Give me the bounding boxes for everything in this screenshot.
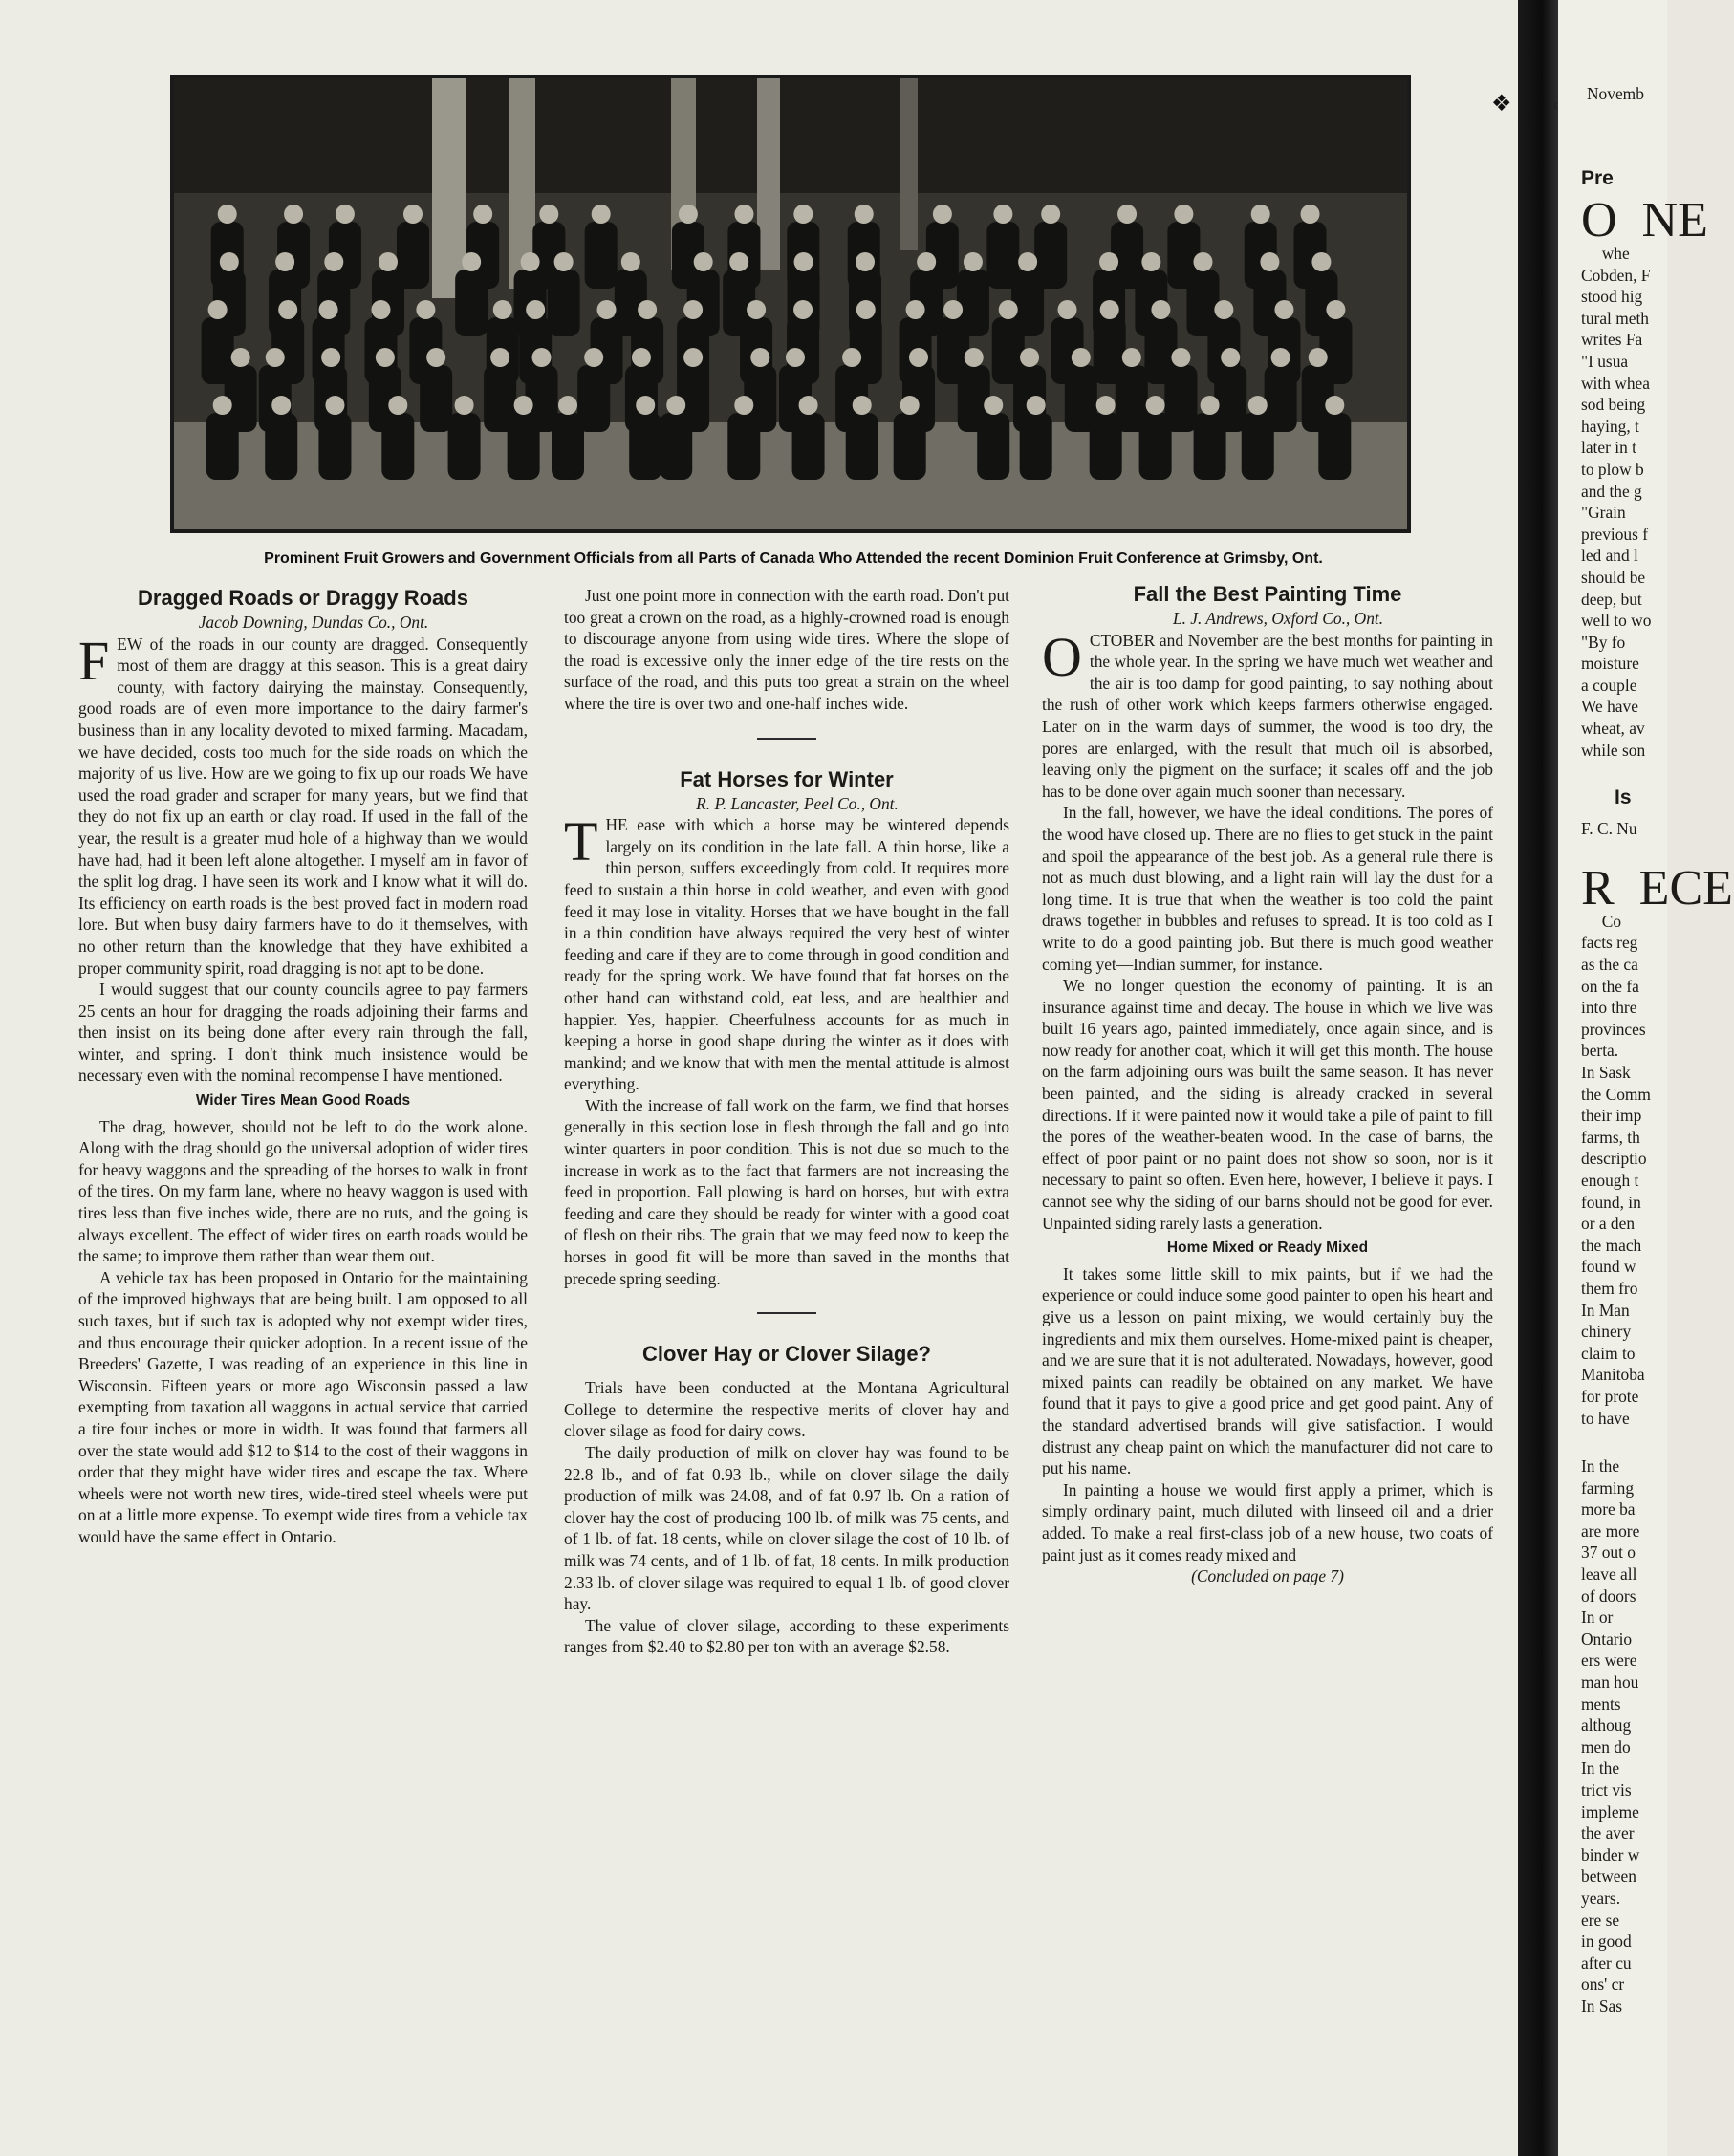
article-paragraph: It takes some little skill to mix paints, but if we had the experience or could induce some good painter to open his heart and give us a lesson on paint mixing, we would certainly buy the ingredients and mix them ourselves. Home-mixed paint is cheaper, and we are sure that it is not adulterated. Nowadays, however, good mixed paints can readily be obtained on any market. We have found that it pays to give a good price and get good paint. Any of the standard advertised brands will give satisfaction. I would distrust any cheap paint on which the manufacturer did not care to put his name. [1042, 1263, 1493, 1478]
photo-figure [727, 413, 760, 480]
photo-figure [420, 365, 452, 432]
photo-face [271, 396, 291, 415]
photo-face [964, 252, 983, 271]
right-page-line: the mach [1581, 1235, 1642, 1255]
photo-face [521, 252, 540, 271]
photo-face [1058, 300, 1077, 319]
right-page-line: later in t [1581, 438, 1636, 458]
article-title-painting: Fall the Best Painting Time [1133, 582, 1402, 606]
photo-face [729, 252, 748, 271]
photo-face [856, 300, 876, 319]
photo-face [1141, 252, 1160, 271]
photo-figure [585, 222, 618, 289]
right-page-line: claim to [1581, 1343, 1636, 1363]
photo-face [321, 348, 340, 367]
photo-face [842, 348, 861, 367]
article-paragraph: I would suggest that our county councils agree to pay farmers 25 cents an hour for dragging the roads adjoining their farms and then insist on its being done after every rain through the fall, winter, and spring. I don't think much insistence would be necessary even with the nominal recompense I have mentioned. [78, 980, 528, 1086]
right-page-line: "I usua [1581, 351, 1629, 371]
photo-face [799, 396, 818, 415]
article-byline-painting: L. J. Andrews, Oxford Co., Ont. [1172, 609, 1384, 628]
right-page-line: farming [1581, 1477, 1635, 1498]
photo-face [1311, 252, 1331, 271]
right-page-line: with whea [1581, 373, 1650, 393]
photo-face [325, 396, 344, 415]
photo-figure [1194, 413, 1226, 480]
subhead-wider-tires: Wider Tires Mean Good Roads [195, 1092, 411, 1110]
right-page-line: their imp [1581, 1106, 1642, 1126]
right-page-line: facts reg [1581, 933, 1638, 953]
article-paragraph: Just one point more in connection with the earth road. Don't put too great a crown on the road, as a highly-crowned road is enough to discourage anyone from using wide tires. Where the slope of the road is excessive only the inner edge of the tire rests on the surface of the road, and this puts too great a strain on the wheel where the tire is over two and one-half inches wide. [564, 586, 1009, 713]
photo-face [1174, 205, 1193, 224]
photo-face [666, 396, 685, 415]
right-page-line: or a den [1581, 1214, 1636, 1234]
group-photo-image [174, 78, 1407, 529]
photo-figure [1090, 413, 1122, 480]
right-page-line: after cu [1581, 1952, 1632, 1973]
photo-figure [265, 413, 297, 480]
photo-figure [508, 413, 540, 480]
photo-face [793, 205, 813, 224]
column-3 [1042, 581, 1493, 1587]
right-page-line: R ECE [1581, 860, 1733, 916]
drop-cap: O [1042, 625, 1082, 688]
photo-face [943, 300, 963, 319]
photo-face [403, 205, 423, 224]
photo-face [999, 300, 1018, 319]
photo-face [539, 205, 558, 224]
photo-face [1221, 348, 1240, 367]
right-page-line: We have [1581, 697, 1638, 717]
right-page-line: years. [1581, 1887, 1621, 1908]
right-page-line: more ba [1581, 1499, 1636, 1520]
right-page-line: impleme [1581, 1801, 1639, 1822]
continuation-note: (Concluded on page 7) [1191, 1566, 1344, 1586]
photo-face [493, 300, 512, 319]
drop-cap: F [78, 629, 110, 692]
right-page-line: wheat, av [1581, 719, 1645, 739]
photo-figure [552, 413, 584, 480]
article-paragraph: FEW of the roads in our county are dragged. Consequently most of them are draggy at this season. This is a great dairy county, with factory dairying the mainstay. Consequently, good roads are of even more importance to the dairy farmer's business than in any locality devoted to mixed farming. Macadam, we have decided, costs too much for the side roads on which the majority of us live. How are we going to fix up our roads We have used the road grader and scraper for many years, but we find that they do not fix up an earth or clay road. If used in the fall of the year, the result is a greater mud hole of a highway than we would have had, had it been left alone altogether. I myself am in favor of the split log drag. I have seen its work and I know what it will do. Its efficiency on earth roads is the best proved fact in modern road lore. But when busy dairy farmers have to do it themselves, with no other return than the knowledge that they have exhibited a proper community spirit, road dragging is not apt to be done. [78, 629, 528, 978]
photo-face [1260, 252, 1279, 271]
article-paragraph: The drag, however, should not be left to do the work alone. Along with the drag should go the universal adoption of wider tires for heavy waggons and the spreading of the horses to walk in front of the tires. On my farm lane, where no heavy waggon is used with tires less than five inches wide, there are no ruts, and the going is always excellent. The effect of wider tires on earth roads would be the same; to improve them rather than wear them out. [78, 1116, 528, 1266]
photo-face [266, 348, 285, 367]
photo-caption: Prominent Fruit Growers and Government Officials from all Parts of Canada Who Attended the recent Dominion Fruit Conference at Grimsby, Ont. [264, 550, 1323, 567]
photo-face [1248, 396, 1268, 415]
right-page-line: and the g [1581, 481, 1642, 501]
photo-face [275, 252, 294, 271]
right-page-line: whe [1581, 244, 1630, 263]
article-title-clover: Clover Hay or Clover Silage? [642, 1342, 931, 1367]
photo-face [319, 300, 338, 319]
right-page-line: Pre [1581, 167, 1614, 189]
photo-figure [846, 413, 878, 480]
article-byline-fat-horses: R. P. Lancaster, Peel Co., Ont. [696, 793, 899, 813]
right-page-line: berta. [1581, 1041, 1619, 1061]
article-paragraph: The daily production of milk on clover hay was found to be 22.8 lb., and of fat 0.93 lb., while on clover silage the daily production of milk was 24.08, and of fat 0.97 lb. On a ration of clover hay the cost of producing 100 lb. of milk was 75 cents, and of 1 lb. of fat. 18 cents, while on clover silage the cost of 10 lb. of milk was 74 cents, and of 1 lb. of fat, 18 cents. In milk production 2.33 lb. of clover silage was required to equal 1 lb. of good clover hay. [564, 1443, 1009, 1614]
photo-face [683, 348, 703, 367]
photo-face [1100, 300, 1119, 319]
photo-figure [448, 413, 481, 480]
photo-figure [629, 413, 661, 480]
photo-face [379, 252, 398, 271]
right-page-line: "By fo [1581, 632, 1626, 652]
photo-figure [206, 413, 239, 480]
photo-face [917, 252, 936, 271]
right-page-line: Ontario [1581, 1628, 1633, 1649]
subhead-home-mixed: Home Mixed or Ready Mixed [1166, 1240, 1369, 1257]
right-page-line: stood hig [1581, 287, 1643, 307]
right-page-line: led and l [1581, 546, 1638, 566]
photo-face [514, 396, 533, 415]
photo-face [231, 348, 250, 367]
article-byline-dragged-roads: Jacob Downing, Dundas Co., Ont. [198, 613, 429, 632]
photo-face [794, 252, 813, 271]
right-page-line: Co [1581, 911, 1622, 931]
photo-face [218, 205, 237, 224]
right-page-line: provinces [1581, 1019, 1646, 1039]
right-page-line: for prote [1581, 1386, 1639, 1406]
photo-face [558, 396, 577, 415]
right-page-line: In Sas [1581, 1995, 1622, 2016]
right-page-line: between [1581, 1866, 1636, 1886]
photo-face [584, 348, 603, 367]
right-page-line: the Comm [1581, 1084, 1651, 1104]
right-page-line: sod being [1581, 395, 1646, 415]
book-gutter [1518, 0, 1558, 2156]
right-page-line: descriptio [1581, 1149, 1647, 1169]
photo-face [750, 348, 769, 367]
photo-face [632, 348, 651, 367]
photo-face [1027, 396, 1046, 415]
right-page-line: into thre [1581, 998, 1637, 1018]
right-page-line: well to wo [1581, 611, 1652, 631]
article-title-fat-horses: Fat Horses for Winter [680, 766, 894, 791]
photo-face [683, 300, 703, 319]
right-page-line: while son [1581, 740, 1646, 760]
right-page-line: ers were [1581, 1650, 1637, 1671]
photo-face [473, 205, 492, 224]
photo-face [490, 348, 509, 367]
photo-face [1117, 205, 1137, 224]
right-page-line: tural meth [1581, 308, 1649, 328]
photo-figure [660, 413, 692, 480]
right-page-line: found w [1581, 1257, 1636, 1277]
right-page-line [1581, 761, 1734, 787]
photo-face [1326, 300, 1345, 319]
photo-face [636, 396, 655, 415]
photo-face [278, 300, 297, 319]
photo-face [1072, 348, 1091, 367]
photo-face [679, 205, 698, 224]
photo-figure [792, 413, 825, 480]
right-page-line: chinery [1581, 1322, 1632, 1342]
right-page-line: to plow b [1581, 459, 1644, 479]
photo-face [1251, 205, 1270, 224]
photo-face [1325, 396, 1344, 415]
right-page-line: ons' cr [1581, 1974, 1625, 1994]
scissors-mark-icon: ❖ [1491, 92, 1512, 117]
photo-face [855, 205, 874, 224]
photo-face [909, 348, 928, 367]
right-page-line: leave all [1581, 1564, 1637, 1585]
photo-face [1171, 348, 1190, 367]
photo-face [993, 205, 1012, 224]
right-page-line: Is [1581, 787, 1632, 809]
photo-face [336, 205, 355, 224]
photo-face [372, 300, 391, 319]
photo-face [220, 252, 239, 271]
photo-face [1096, 396, 1116, 415]
right-page-line: F. C. Nu [1581, 819, 1637, 839]
photo-figure [977, 413, 1009, 480]
photo-face [856, 252, 875, 271]
right-page-line: In Man [1581, 1300, 1630, 1320]
right-page [1558, 0, 1733, 2156]
right-page-line: writes Fa [1581, 330, 1643, 350]
right-page-line: in good [1581, 1931, 1632, 1951]
article-paragraph: With the increase of fall work on the farm, we find that horses generally in this section lose in flesh through the fall and go into winter quarters in poor condition. This is not due so much to the increase in work as to the fact that farmers are not increasing the feed in proportion. Fall plowing is hard on horses, but with extra feeding and care they should be ready for winter with a good coat of flesh on their ribs. The grain that we may feed now to keep the horses in good fit will be more than saved in the months that precede spring seeding. [564, 1095, 1009, 1288]
photo-figure [1139, 413, 1172, 480]
right-page-line: should be [1581, 567, 1646, 587]
arrow-mark-icon: ‹ [1552, 92, 1560, 116]
photo-face [376, 348, 395, 367]
photo-face [933, 205, 952, 224]
photo-face [984, 396, 1003, 415]
right-page-line: "Grain [1581, 503, 1626, 523]
photo-figure [1242, 413, 1274, 480]
photo-face [900, 396, 920, 415]
photo-face [1151, 300, 1170, 319]
photo-face [747, 300, 766, 319]
right-page-line: previous f [1581, 524, 1649, 544]
column-2 [564, 585, 1009, 1658]
right-page-line: althoug [1581, 1715, 1632, 1736]
photo-face [1201, 396, 1220, 415]
right-page-line: In the [1581, 1456, 1620, 1477]
article-paragraph: In the fall, however, we have the ideal conditions. The pores of the wood have closed up. There are no flies to get stuck in the paint and spoil the appearance of the best job. As a general rule there is not as much dust blowing, and a light rain will lay the dust for a long time. It is true that when the weather is too cold the paint draws together in bubbles and refuses to spread. It is too cold as I write to do a good painting job. But there is much good weather coming yet—Indian summer, for instance. [1042, 803, 1493, 974]
article-paragraph: We no longer question the economy of painting. It is an insurance against time and decay. The house in which we live was built 16 years ago, painted immediately, once again since, and is now ready for another coat, which it will get this month. The house on the farm adjoining ours was built the same season. It has never been painted, and the siding is already cracked in several directions. If it were painted now it would take a pile of paint to fill the pores of the weather-beaten wood. In the case of barns, the effect of poor paint or no paint does not show so soon, nor is it necessary to paint so often. Even here, however, I believe it pays. I cannot see why the siding of our barns should not be good for ever. Unpainted siding rarely lasts a generation. [1042, 976, 1493, 1233]
right-page-line: farms, th [1581, 1127, 1640, 1147]
photo-face [1214, 300, 1233, 319]
right-page-line: of doors [1581, 1585, 1636, 1606]
article-paragraph: OCTOBER and November are the best months for painting in the whole year. In the spring we have much wet weather and the air is too damp for good painting, to say nothing about the rush of other work which keeps farmers otherwise engaged. Later on in the warm days of summer, the wood is too dry, the pores are enlarged, with the result that much oil is absorbed, leaving only the pigment on the surface; it scales off and the job has to be done over again much sooner than necessary. [1042, 625, 1493, 801]
right-page-line: enough t [1581, 1170, 1639, 1190]
photo-figure [1020, 413, 1052, 480]
article-title-dragged-roads: Dragged Roads or Draggy Roads [138, 586, 468, 610]
article-paragraph: The value of clover silage, according to these experiments ranges from $2.40 to $2.80 per ton with an average $2.58. [564, 1615, 1009, 1657]
right-page-line: to have [1581, 1408, 1630, 1428]
right-page-line: Cobden, F [1581, 265, 1651, 285]
photo-face [416, 300, 435, 319]
right-page-line: deep, but [1581, 589, 1642, 609]
photo-face [734, 205, 753, 224]
photo-face [965, 348, 984, 367]
photo-face [554, 252, 574, 271]
photo-face [1146, 396, 1165, 415]
right-page-line: them fro [1581, 1278, 1638, 1298]
photo-face [1274, 300, 1293, 319]
right-page-line: found, in [1581, 1192, 1641, 1212]
photo-face [1122, 348, 1141, 367]
photo-figure [548, 270, 580, 336]
right-page-line: In the [1581, 1758, 1620, 1779]
photo-face [462, 252, 481, 271]
photo-face [592, 205, 611, 224]
photo-figure [1318, 413, 1351, 480]
photo-face [324, 252, 343, 271]
photo-face [426, 348, 445, 367]
right-page-line: ments [1581, 1693, 1621, 1714]
photo-figure [455, 270, 488, 336]
photo-figure [318, 413, 351, 480]
photo-face [1301, 205, 1320, 224]
right-page-line: a couple [1581, 675, 1637, 695]
right-page-line: binder w [1581, 1844, 1640, 1865]
running-head: Novemb [1587, 84, 1644, 103]
photo-face [906, 300, 925, 319]
photo-face [208, 300, 228, 319]
photo-figure [894, 413, 926, 480]
right-page-column [1581, 168, 1734, 2017]
photo-face [621, 252, 640, 271]
photo-face [597, 300, 617, 319]
section-divider [757, 738, 816, 740]
photo-face [734, 396, 753, 415]
photo-face [1041, 205, 1060, 224]
photo-face [694, 252, 713, 271]
column-1 [78, 585, 528, 1548]
right-page-line: on the fa [1581, 976, 1639, 996]
article-paragraph: A vehicle tax has been proposed in Ontario for the maintaining of the improved highways that are being built. I am opposed to all such taxes, but if such tax is adopted why not exempt wider tires, and thus encourage their quicker adoption. In a recent issue of the Breeders' Gazette, I was reading of an experience in this line in Wisconsin. Fifteen years or more ago Wisconsin passed a law exempting from taxation all waggons in actual service that carried a tire four inches or more in width. It was found that farmers all over the state would add $12 to $14 to the cost of their waggons in order that they might have wider tires and escape the tax. Where wheels were not worth new tires, wide-tired steel wheels were put on at a little more expense. To exempt wide tires from a vehicle tax would have the same effect in Ontario. [78, 1267, 528, 1546]
photo-face [793, 300, 813, 319]
photo-face [786, 348, 805, 367]
photo-face [638, 300, 657, 319]
right-page-line: man hou [1581, 1672, 1639, 1692]
photo-face [1099, 252, 1118, 271]
right-page-line: are more [1581, 1520, 1640, 1541]
right-page-line [1581, 1429, 1734, 1455]
photo-figure [381, 413, 414, 480]
right-page-line: Manitoba [1581, 1365, 1645, 1385]
photo-face [1193, 252, 1212, 271]
article-paragraph: Trials have been conducted at the Montana Agricultural College to determine the respective merits of clover hay and clover silage as food for dairy cows. [564, 1378, 1009, 1441]
photo-face [1309, 348, 1328, 367]
photo-face [532, 348, 552, 367]
drop-cap: T [564, 810, 598, 873]
group-photo [170, 75, 1411, 533]
photo-face [455, 396, 474, 415]
right-page-line: haying, t [1581, 416, 1639, 436]
photo-face [388, 396, 407, 415]
right-page-line: as the ca [1581, 955, 1638, 975]
section-divider [757, 1312, 816, 1314]
photo-face [1271, 348, 1290, 367]
photo-face [284, 205, 303, 224]
photo-face [1020, 348, 1039, 367]
right-page-line: 37 out o [1581, 1542, 1636, 1563]
right-page-line: In Sask [1581, 1063, 1631, 1082]
article-paragraph: THE ease with which a horse may be wintered depends largely on its condition in the late fall. A thin horse, like a thin person, suffers exceedingly from cold. It requires more feed to sustain a thin horse in cold weather, and even with good feed it may lose in vitality. Horses that we have bought in the fall in a thin condition have always required the very best of winter feeding and care if they are to come through in good condition and ready for the spring work. We have found that fat horses on the other hand can withstand cold, eat less, and are healthier and happier. Yes, happier. Cheerfulness accounts for as much in keeping a horse in good shape during the winter as it does with mankind; and we know that with men the mental attitude is almost everything. [564, 810, 1009, 1094]
right-page-line: ere se [1581, 1909, 1620, 1930]
article-paragraph: In painting a house we would first apply a primer, which is simply ordinary paint, much diluted with linseed oil and a drier added. To make a real first-class job of a new house, two coats of paint just as it comes ready mixed and [1042, 1479, 1493, 1564]
photo-face [853, 396, 872, 415]
photo-face [1018, 252, 1037, 271]
right-page-line: the aver [1581, 1823, 1635, 1843]
photo-face [213, 396, 232, 415]
right-page-line: In or [1581, 1607, 1614, 1628]
photo-face [526, 300, 545, 319]
right-page-line: trict vis [1581, 1780, 1632, 1800]
right-page-line: moisture [1581, 654, 1639, 674]
right-page-line: O NE [1581, 193, 1708, 248]
right-page-line: men do [1581, 1736, 1631, 1757]
